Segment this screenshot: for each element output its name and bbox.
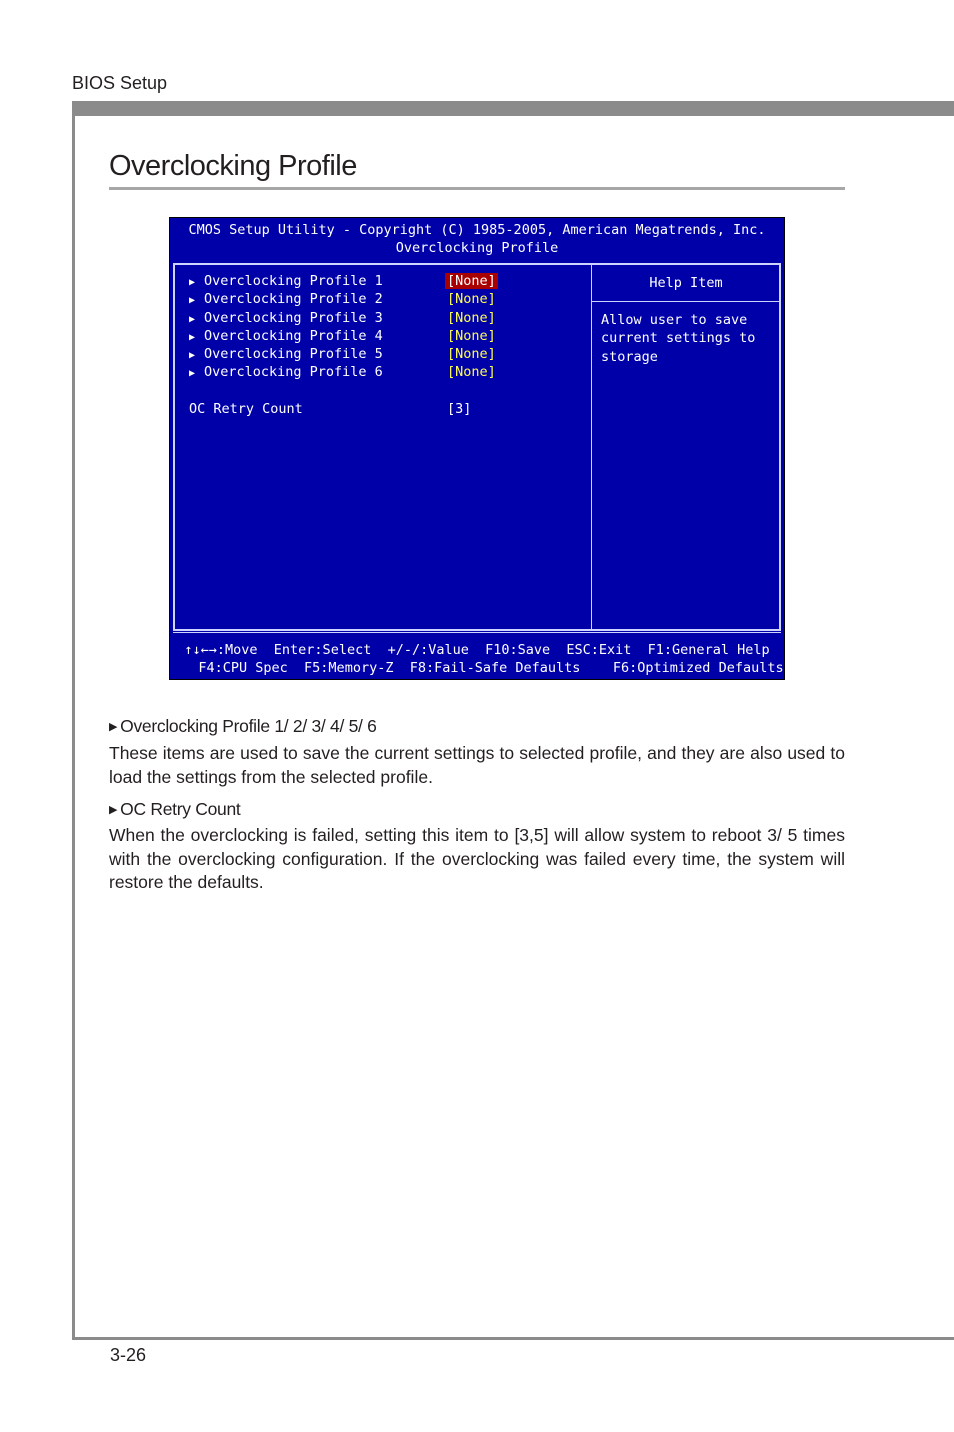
menu-item-profile-2[interactable]	[189, 291, 496, 309]
menu-item-value[interactable]: [None]	[447, 346, 496, 363]
page-number: 3-26	[110, 1345, 147, 1365]
menu-item-label: Overclocking Profile 2	[204, 291, 383, 308]
menu-item-profile-1[interactable]	[189, 273, 496, 291]
item-heading-retry	[109, 799, 240, 820]
left-margin-rule	[72, 101, 75, 1340]
menu-item-value[interactable]: [None]	[447, 309, 496, 326]
item-description-retry: When the overclocking is failed, setting this item to [3,5] will allow system to reboot 3/ 5 times with the overclocking configuration. If the overclocking was failed every time, the system will restore the defaults.	[109, 825, 845, 892]
footer-rule	[72, 1337, 954, 1340]
submenu-arrow-icon: ▶	[189, 313, 196, 325]
help-text-line: storage	[601, 348, 658, 365]
menu-item-label: Overclocking Profile 5	[204, 346, 383, 363]
bios-vendor: American Megatrends, Inc.	[554, 222, 766, 238]
menu-item-value[interactable]: [None]	[447, 364, 496, 381]
menu-item-value[interactable]: [None]	[447, 291, 496, 308]
profile-menu	[189, 273, 496, 383]
menu-item-label: Overclocking Profile 1	[204, 273, 383, 289]
help-text-line: Allow user to save	[601, 312, 748, 328]
help-text	[601, 311, 771, 366]
menu-item-profile-5[interactable]	[189, 346, 496, 364]
section-title: Overclocking Profile	[109, 150, 845, 190]
bullet-triangle-icon: ▶	[109, 804, 118, 816]
menu-item-label: Overclocking Profile 6	[204, 364, 383, 381]
menu-item-profile-4[interactable]	[189, 327, 496, 346]
submenu-arrow-icon: ▶	[189, 277, 196, 288]
header-bar	[72, 101, 954, 116]
submenu-arrow-icon: ▶	[189, 295, 196, 307]
menu-item-profile-3[interactable]	[189, 309, 496, 328]
bios-title-line1	[170, 222, 784, 238]
bios-screenshot	[169, 217, 785, 680]
menu-item-oc-retry-count[interactable]	[189, 401, 472, 417]
menu-item-label: Overclocking Profile 3	[204, 309, 383, 326]
submenu-arrow-icon: ▶	[189, 350, 196, 362]
bios-main-frame	[173, 263, 781, 631]
key-legend-line1: ↑↓←→:Move Enter:Select +/-/:Value F10:Save ESC:Exit F1:General Help	[184, 642, 770, 658]
item-heading-text: OC Retry Count	[120, 799, 241, 819]
menu-item-label: Overclocking Profile 4	[204, 327, 383, 344]
bios-copyright: CMOS Setup Utility - Copyright (C) 1985-2005,	[188, 222, 555, 238]
item-description-profiles: These items are used to save the current settings to selected profile, and they are also used to load the settings from the selected profile.	[109, 743, 845, 787]
menu-item-value[interactable]: [None]	[447, 273, 496, 289]
bios-key-legend	[173, 632, 784, 677]
help-text-line: current settings to	[601, 330, 756, 347]
help-title-divider	[591, 301, 779, 302]
item-heading-profiles	[109, 716, 377, 737]
bios-screen-title: Overclocking Profile	[395, 240, 559, 256]
item-heading-text: Overclocking Profile 1/ 2/ 3/ 4/ 5/ 6	[120, 716, 377, 736]
help-item-title: Help Item	[649, 275, 723, 291]
submenu-arrow-icon: ▶	[189, 331, 196, 343]
bios-pane-divider	[591, 265, 592, 629]
retry-label: OC Retry Count	[189, 401, 303, 417]
menu-item-profile-6[interactable]	[189, 364, 496, 382]
bullet-triangle-icon: ▶	[109, 721, 118, 733]
key-legend-line2: F4:CPU Spec F5:Memory-Z F8:Fail-Safe Defaults F6:Optimized Defaults	[198, 660, 784, 676]
menu-item-value[interactable]: [None]	[447, 327, 496, 344]
header-label: BIOS Setup	[72, 73, 168, 93]
submenu-arrow-icon: ▶	[189, 368, 196, 380]
retry-value[interactable]: [3]	[447, 401, 472, 417]
